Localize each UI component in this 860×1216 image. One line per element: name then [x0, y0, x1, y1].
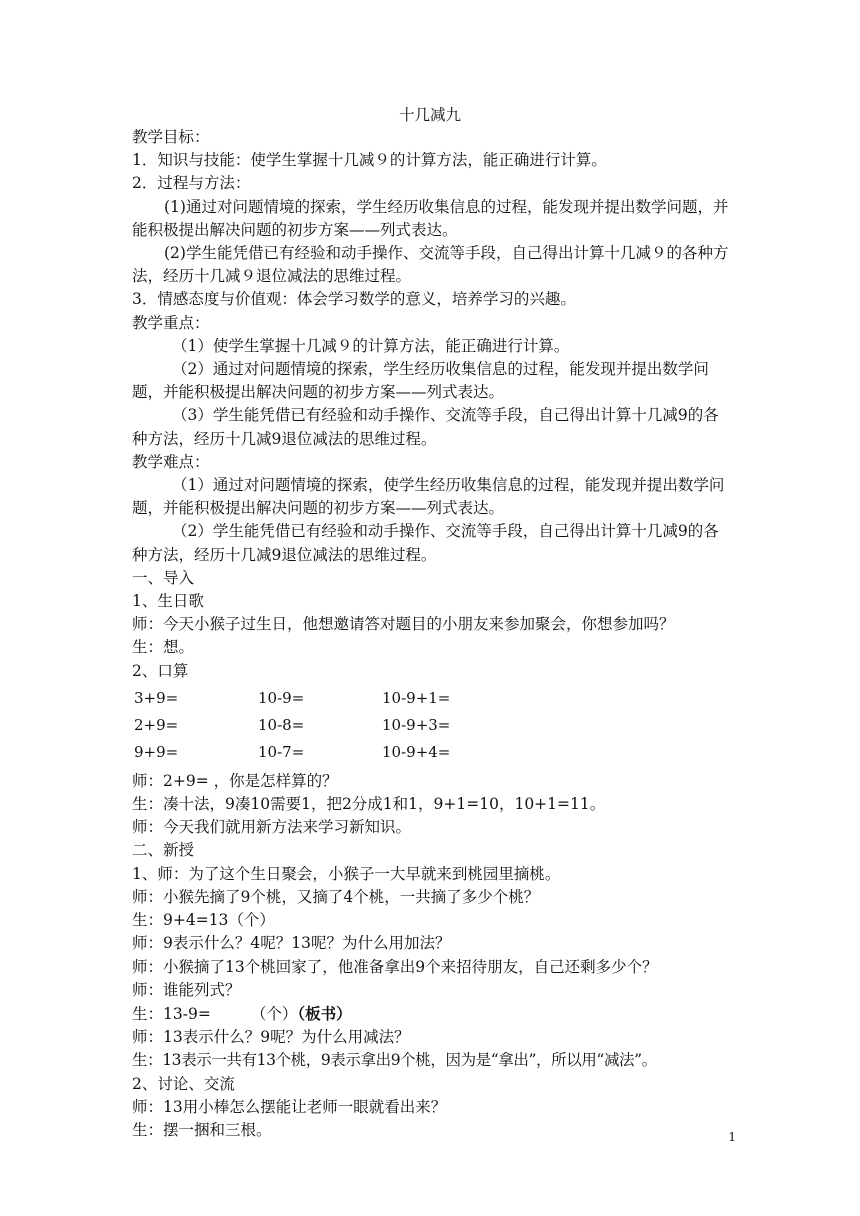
key-point-3: （3）学生能凭借已有经验和动手操作、交流等手段，自己得出计算十几减9的各种方法，经历十几减9退位减法的思维过程。	[132, 406, 719, 448]
key-point-1: （1）使学生掌握十几减９的计算方法，能正确进行计算。	[172, 336, 570, 355]
dialog-line: 生：想。	[132, 638, 195, 657]
objective-1: 1．知识与技能：使学生掌握十几减９的计算方法，能正确进行计算。	[132, 151, 607, 170]
section-new-lesson: 二、新授	[132, 841, 195, 860]
objective-2: 2．过程与方法：	[132, 174, 251, 193]
calc-item: 3+9=	[134, 688, 179, 707]
equation-unit: （个）	[250, 1004, 298, 1023]
equation-text: 生：13-9=	[132, 1004, 211, 1023]
dialog-line: 生：13表示一共有13个桃，9表示拿出9个桃，因为是“拿出”，所以用“减法”。	[132, 1051, 657, 1070]
section-intro: 一、导入	[132, 568, 195, 587]
dialog-line: 1、师：为了这个生日聚会，小猴子一大早就来到桃园里摘桃。	[132, 864, 561, 883]
dialog-line: 师：2+9= ，你是怎样算的？	[132, 771, 338, 790]
mental-math-grid	[134, 685, 732, 766]
dialog-line: 师：今天小猴子过生日，他想邀请答对题目的小朋友来参加聚会，你想参加吗？	[132, 615, 675, 634]
dialog-line: 生：摆一捆和三根。	[132, 1120, 272, 1139]
equation-line	[132, 1002, 732, 1026]
page-title: 十几减九	[398, 106, 461, 124]
dialog-line: 师：今天我们就用新方法来学习新知识。	[132, 818, 412, 837]
calc-item: 10-9+3=	[382, 715, 451, 734]
difficulty-2: （2）学生能凭借已有经验和动手操作、交流等手段，自己得出计算十几减9的各种方法，经历十几减9退位减法的思维过程。	[132, 522, 719, 564]
dialog-line: 师：13用小棒怎么摆能让老师一眼就看出来？	[132, 1097, 447, 1116]
calc-item: 9+9=	[134, 742, 179, 761]
board-note: （板书）	[297, 1003, 352, 1023]
calc-item: 10-8=	[258, 715, 305, 734]
dialog-line: 师：谁能列式？	[132, 980, 241, 999]
dialog-line: 师：小猴摘了13个桃回家了，他准备拿出9个来招待朋友，自己还剩多少个？	[132, 957, 658, 976]
heading-key-points: 教学重点：	[132, 313, 210, 332]
calc-item: 10-9=	[258, 688, 305, 707]
page-number: 1	[728, 1130, 736, 1144]
objective-2-2: (2)学生能凭借已有经验和动手操作、交流等手段，自己得出计算十几减９的各种方法，经历十几减９退位减法的思维过程。	[132, 244, 729, 286]
intro-mental-math: 2、口算	[132, 661, 189, 680]
dialog-line: 师：13表示什么？9呢？为什么用减法？	[132, 1028, 410, 1047]
difficulty-1: （1）通过对问题情境的探索，使学生经历收集信息的过程，能发现并提出数学问题，并能积极提出解决问题的初步方案——列式表达。	[132, 476, 725, 518]
calc-item: 10-9+4=	[382, 742, 451, 761]
heading-objectives: 教学目标：	[132, 128, 210, 146]
discussion-heading: 2、讨论、交流	[132, 1074, 235, 1093]
dialog-line: 师：小猴先摘了9个桃，又摘了4个桃，一共摘了多少个桃？	[132, 887, 540, 906]
dialog-line: 生：凑十法，9凑10需要1，把2分成1和1，9+1=10，10+1=11。	[132, 795, 606, 814]
objective-3: 3．情感态度与价值观：体会学习数学的意义，培养学习的兴趣。	[132, 290, 576, 309]
calc-item: 2+9=	[134, 715, 179, 734]
dialog-line: 生：9+4=13（个）	[132, 911, 275, 930]
calc-item: 10-9+1=	[382, 688, 451, 707]
objective-2-1: (1)通过对问题情境的探索，学生经历收集信息的过程，能发现并提出数学问题，并能积极提出解决问题的初步方案——列式表达。	[132, 197, 729, 239]
calc-item: 10-7=	[258, 742, 305, 761]
heading-difficulties: 教学难点：	[132, 452, 210, 471]
intro-birthday-song: 1、生日歌	[132, 592, 204, 611]
dialog-line: 师：9表示什么？4呢？13呢？为什么用加法？	[132, 934, 451, 953]
document-body	[132, 126, 732, 1142]
key-point-2: （2）通过对问题情境的探索，学生经历收集信息的过程，能发现并提出数学问题，并能积极提出解决问题的初步方案——列式表达。	[132, 360, 709, 402]
